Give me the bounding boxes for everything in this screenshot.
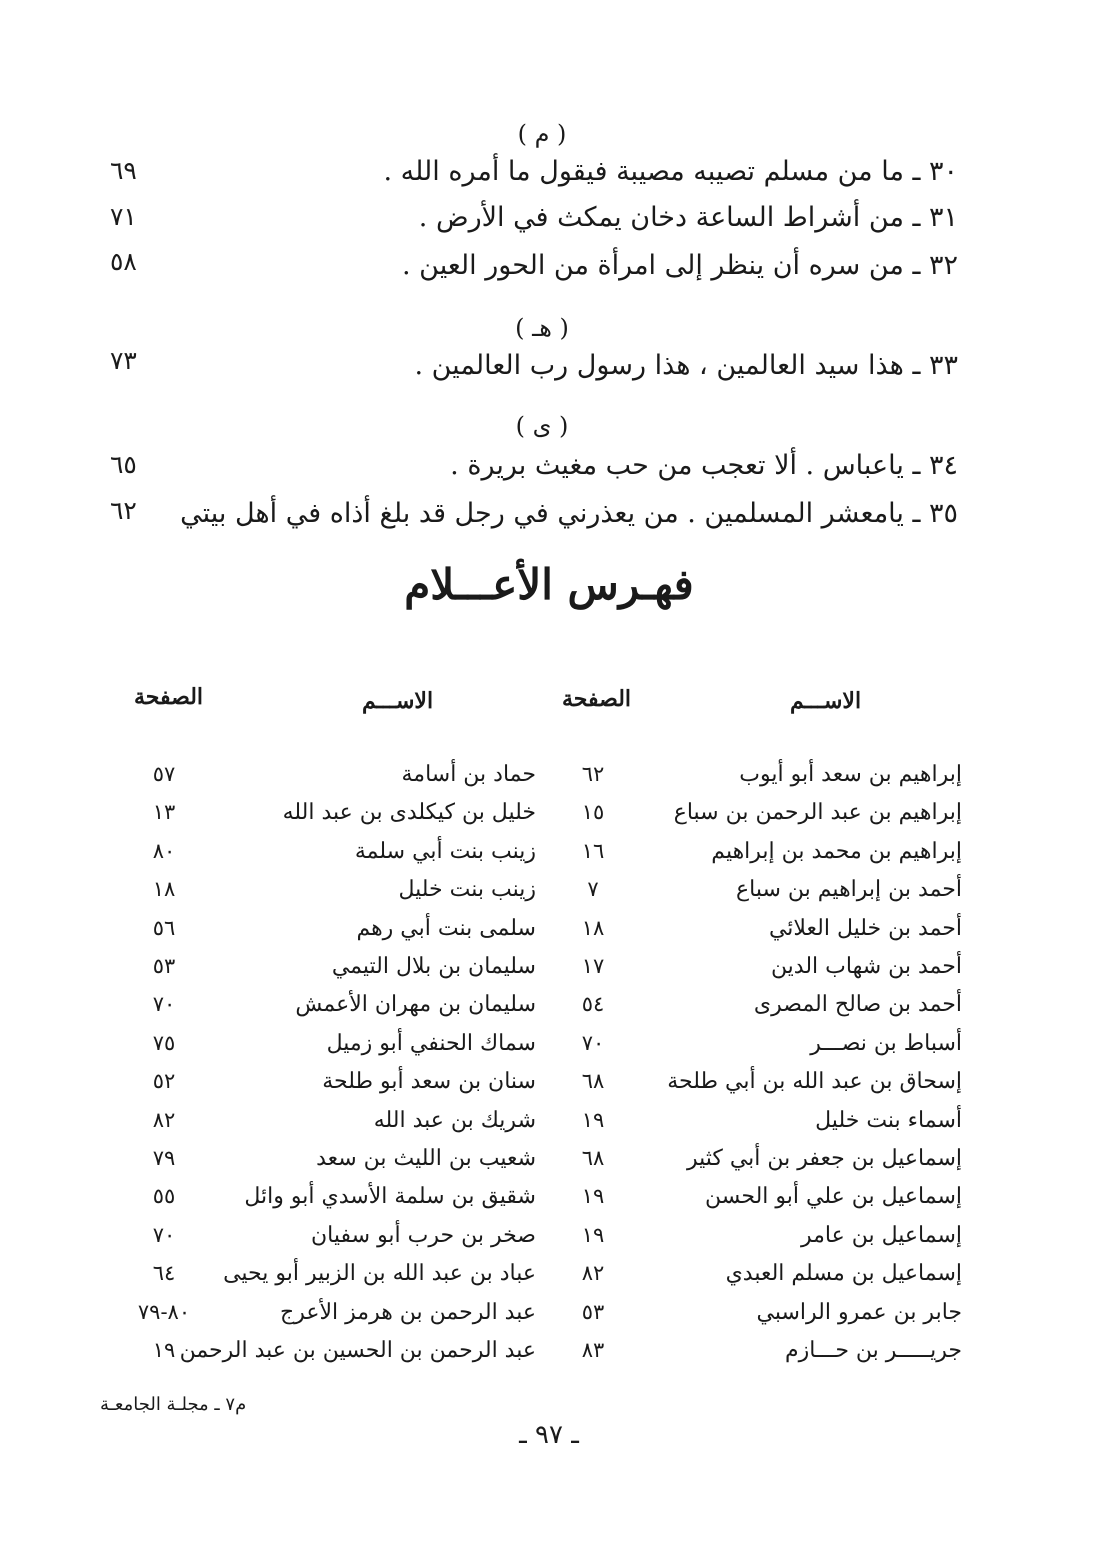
right-page-entry: ٨٢ [581, 1261, 605, 1285]
left-page-entry: ٨٢ [152, 1108, 176, 1132]
left-page-entry: ١٩ [152, 1338, 176, 1362]
right-name-entry: إسحاق بن عبد الله بن أبي طلحة [667, 1069, 962, 1094]
hadith-entry: ٣١ ـ من أشراط الساعة دخان يمكث في الأرض . [418, 202, 958, 233]
left-name-entry: زينب بنت خليل [398, 877, 536, 902]
left-name-entry: سليمان بن بلال التيمي [331, 954, 536, 979]
left-name-entry: سليمان بن مهران الأعمش [295, 992, 536, 1017]
left-name-entry: سماك الحنفي أبو زميل [326, 1031, 536, 1056]
left-name-entry: عبد الرحمن بن الحسين بن عبد الرحمن [179, 1338, 536, 1363]
left-name-entry: شعيب بن الليث بن سعد [316, 1146, 536, 1171]
left-page-entry: ٥٥ [152, 1184, 176, 1208]
left-name-entry: شريك بن عبد الله [373, 1108, 536, 1133]
right-page-entry: ٥٣ [581, 1300, 605, 1324]
right-name-entry: أسماء بنت خليل [815, 1108, 962, 1133]
hadith-entry: ٣٥ ـ يامعشر المسلمين . من يعذرني في رجل قد بلغ أذاه في أهل بيتي [180, 498, 958, 529]
hadith-entry: ٣٢ ـ من سره أن ينظر إلى امرأة من الحور العين . [402, 250, 958, 281]
left-page-entry: ٥٧ [152, 762, 176, 786]
left-page-entry: ٥٦ [152, 916, 176, 940]
header-right-page: الصفحة [562, 686, 632, 712]
left-name-entry: زينب بنت أبي سلمة [354, 839, 536, 864]
hadith-page: ٦٥ [110, 450, 137, 479]
right-page-entry: ٧ [587, 877, 599, 901]
right-page-entry: ١٩ [581, 1108, 605, 1132]
right-page-entry: ١٩ [581, 1184, 605, 1208]
right-page-entry: ٨٣ [581, 1338, 605, 1362]
header-left-page: الصفحة [134, 684, 204, 710]
right-name-entry: إبراهيم بن محمد بن إبراهيم [711, 839, 962, 864]
right-page-entry: ٥٤ [581, 992, 605, 1016]
left-name-entry: صخر بن حرب أبو سفيان [311, 1223, 536, 1248]
left-page-entry: ٦٤ [152, 1261, 176, 1285]
right-page-entry: ٦٢ [581, 762, 605, 786]
left-name-entry: خليل بن كيكلدى بن عبد الله [282, 800, 536, 825]
left-page-entry: ٧٠ [152, 992, 176, 1016]
header-right-name: الاســـم [790, 688, 862, 714]
right-page-entry: ١٥ [581, 800, 605, 824]
right-page-entry: ١٧ [581, 954, 605, 978]
letter-heading-mim: ( م ) [517, 120, 567, 148]
right-name-entry: أحمد بن شهاب الدين [770, 954, 962, 979]
hadith-entry: ٣٠ ـ ما من مسلم تصيبه مصيبة فيقول ما أمره الله . [383, 156, 958, 187]
left-name-entry: عبد الرحمن بن هرمز الأعرج [280, 1300, 536, 1325]
left-page-entry: ٧٠ [152, 1223, 176, 1247]
hadith-page: ٥٨ [110, 247, 137, 276]
right-page-entry: ١٦ [581, 839, 605, 863]
hadith-page: ٦٩ [110, 156, 137, 185]
right-name-entry: أسباط بن نصـــر [810, 1031, 962, 1056]
right-name-entry: أحمد بن خليل العلائي [768, 916, 962, 941]
hadith-entry: ٣٣ ـ هذا سيد العالمين ، هذا رسول رب العالمين . [414, 350, 958, 381]
right-page-entry: ١٩ [581, 1223, 605, 1247]
right-name-entry: إسماعيل بن مسلم العبدي [725, 1261, 962, 1286]
hadith-page: ٧١ [110, 202, 137, 231]
right-name-entry: أحمد بن صالح المصرى [753, 992, 962, 1017]
left-page-entry: ٥٢ [152, 1069, 176, 1093]
right-name-entry: جابر بن عمرو الراسبي [756, 1300, 962, 1325]
left-name-entry: عباد بن عبد الله بن الزبير أبو يحيى [223, 1261, 536, 1286]
header-left-name: الاســـم [362, 688, 434, 714]
left-page-entry: ٨٠ [152, 839, 176, 863]
letter-heading-ya: ( ى ) [515, 412, 569, 440]
right-page-entry: ٦٨ [581, 1146, 605, 1170]
left-name-entry: سلمى بنت أبي رهم [356, 916, 536, 941]
right-page-entry: ١٨ [581, 916, 605, 940]
hadith-entry: ٣٤ ـ ياعباس . ألا تعجب من حب مغيث بريرة . [450, 450, 958, 481]
left-name-entry: حماد بن أسامة [401, 762, 536, 787]
page-number: ـ ٩٧ ـ [519, 1420, 579, 1450]
right-name-entry: أحمد بن إبراهيم بن سباع [736, 877, 962, 902]
right-name-entry: جريـــــر بن حـــازم [785, 1338, 962, 1363]
right-name-entry: إسماعيل بن عامر [800, 1223, 962, 1248]
right-page-entry: ٦٨ [581, 1069, 605, 1093]
left-page-entry: ١٣ [152, 800, 176, 824]
journal-footer: م٧ ـ مجلـة الجامعـة [100, 1394, 247, 1415]
left-name-entry: سنان بن سعد أبو طلحة [322, 1069, 536, 1094]
left-page-entry: ٧٥ [152, 1031, 176, 1055]
hadith-page: ٧٣ [110, 346, 137, 375]
hadith-page: ٦٢ [110, 496, 137, 525]
names-index-title: فهـرس الأعـــلام [404, 560, 694, 609]
left-page-entry: ١٨ [152, 877, 176, 901]
right-page-entry: ٧٠ [581, 1031, 605, 1055]
right-name-entry: إبراهيم بن عبد الرحمن بن سباع [673, 800, 962, 825]
left-page-entry: ٥٣ [152, 954, 176, 978]
right-name-entry: إسماعيل بن علي أبو الحسن [705, 1184, 962, 1209]
right-name-entry: إبراهيم بن سعد أبو أيوب [739, 762, 962, 787]
right-name-entry: إسماعيل بن جعفر بن أبي كثير [686, 1146, 962, 1171]
left-page-entry: ٧٩ [152, 1146, 176, 1170]
left-page-entry: ٨٠-٧٩ [137, 1300, 191, 1324]
letter-heading-ha: ( هـ ) [515, 314, 569, 342]
left-name-entry: شقيق بن سلمة الأسدي أبو وائل [244, 1184, 536, 1209]
